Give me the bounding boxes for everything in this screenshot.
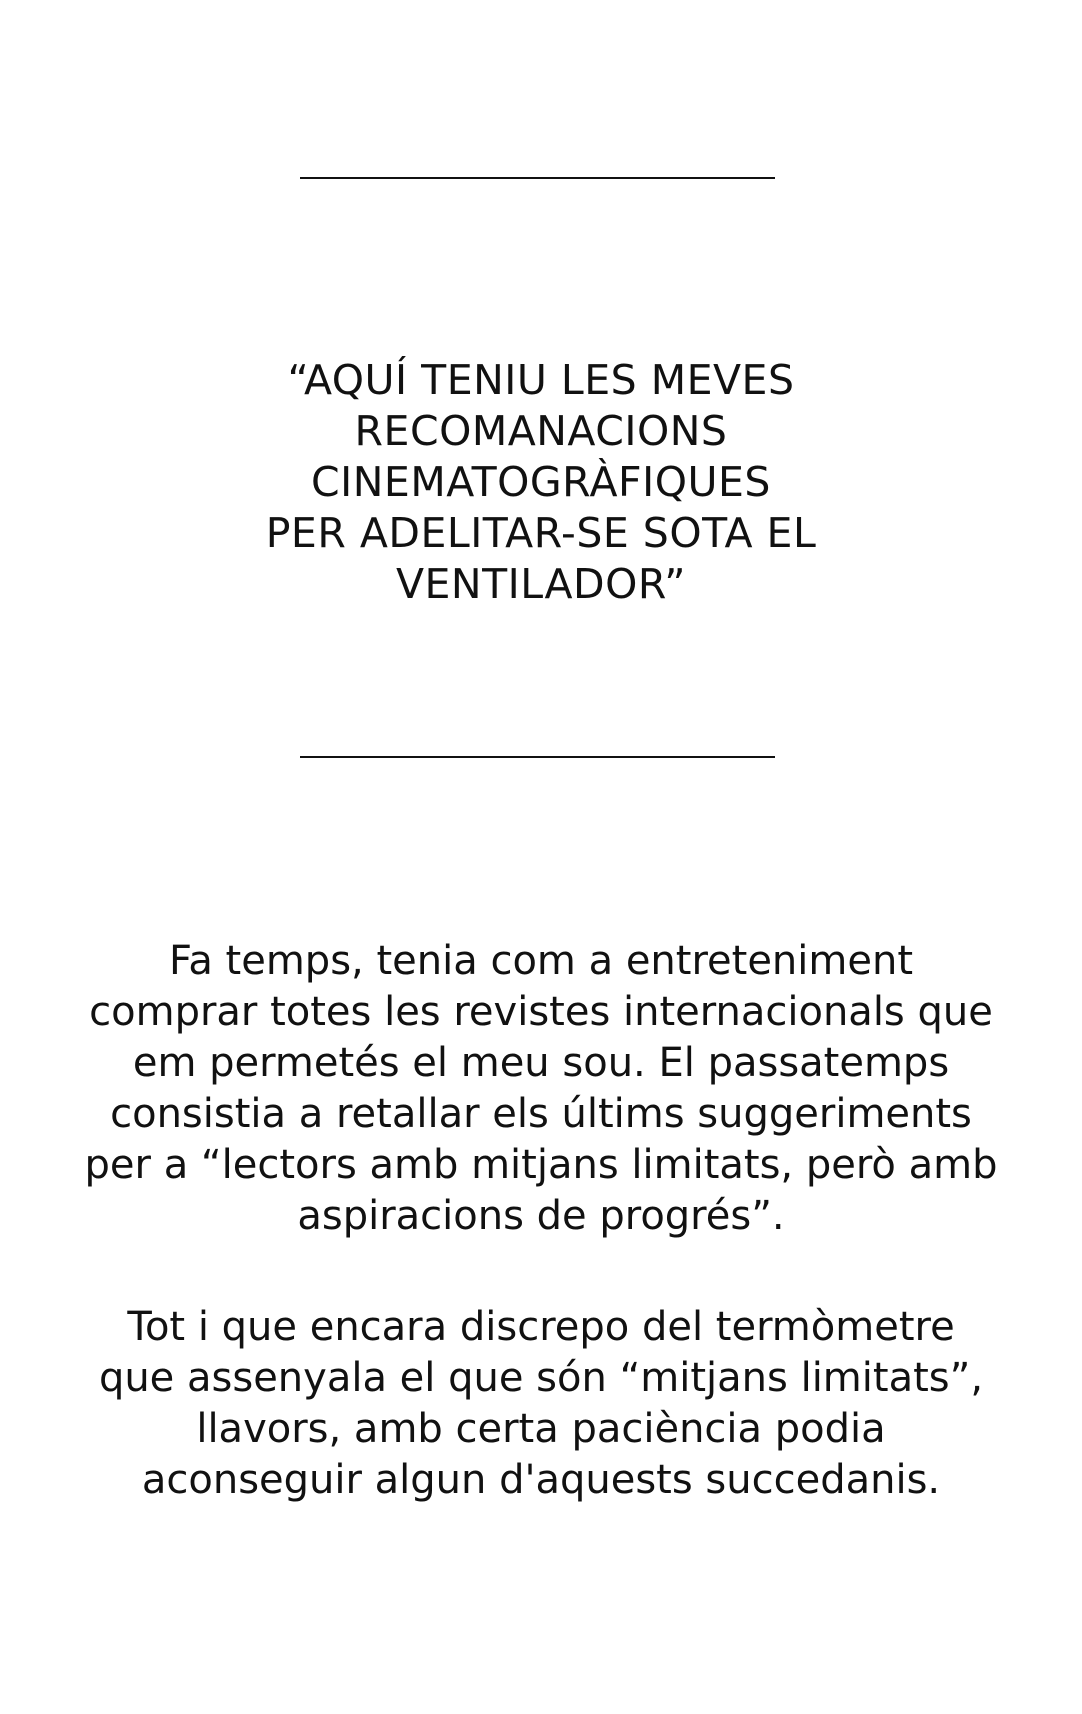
paragraph-line: consistia a retallar els últims suggeriments [110, 1091, 972, 1137]
paragraph-line: Tot i que encara discrepo del termòmetre [127, 1304, 955, 1350]
top-divider [300, 177, 775, 179]
paragraph-line: em permetés el meu sou. El passatemps [132, 1040, 950, 1086]
quote-line: CINEMATOGRÀFIQUES [311, 458, 771, 506]
paragraph-1 [30, 936, 1052, 1242]
paragraph-line: llavors, amb certa paciència podia [196, 1406, 886, 1452]
quote-line: RECOMANACIONS [354, 407, 728, 455]
pull-quote [200, 355, 882, 610]
paragraph-line: Fa temps, tenia com a entreteniment [168, 938, 914, 984]
quote-line: VENTILADOR” [395, 560, 687, 608]
paragraph-line: aconseguir algun d'aquests succedanis. [141, 1457, 941, 1503]
quote-line: “AQUÍ TENIU LES MEVES [287, 356, 795, 404]
paragraph-line: aspiracions de progrés”. [297, 1193, 785, 1239]
bottom-divider [300, 756, 775, 758]
quote-line: PER ADELITAR-SE SOTA EL [265, 509, 817, 557]
paragraph-line: comprar totes les revistes internacionals que [89, 989, 993, 1035]
paragraph-2 [30, 1302, 1052, 1506]
paragraph-line: per a “lectors amb mitjans limitats, però amb [84, 1142, 998, 1188]
paragraph-line: que assenyala el que són “mitjans limitats”, [98, 1355, 984, 1401]
